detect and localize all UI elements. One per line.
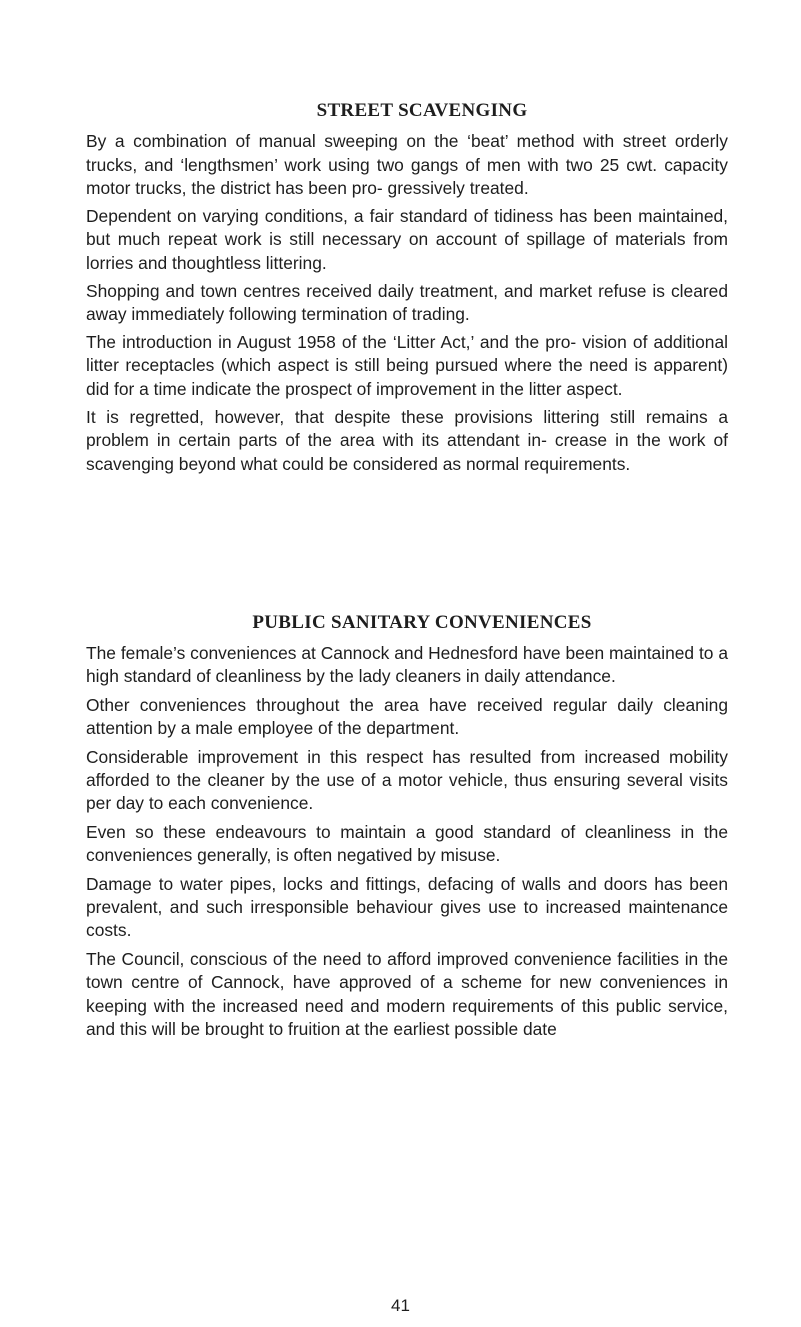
paragraph: Damage to water pipes, locks and fittings, defacing of walls and doors has been prevalent, and such irresponsible behaviour gives use to increased maintenance costs. xyxy=(86,873,728,941)
paragraph: The Council, conscious of the need to afford improved convenience facilities in the town centre of Cannock, have approved of a scheme for new conveniences in keeping with the increased need and modern requirements of this public service, and this will be brought to fruition at the earliest possible date xyxy=(86,948,728,1040)
document-page xyxy=(86,100,728,1040)
section-heading: PUBLIC SANITARY CONVENIENCES xyxy=(252,612,592,633)
paragraph: The introduction in August 1958 of the ‘Litter Act,’ and the pro- vision of additional litter receptacles (which aspect is still being pursued where the need is apparent) did for a time indicate the prospect of improvement in the litter aspect. xyxy=(86,331,728,399)
page-number: 41 xyxy=(391,1296,410,1315)
public-sanitary-conveniences-section xyxy=(86,612,728,1047)
paragraph: Other conveniences throughout the area have received regular daily cleaning attention by a male employee of the department. xyxy=(86,694,728,739)
paragraph: Even so these endeavours to maintain a good standard of cleanliness in the conveniences generally, is often negatived by misuse. xyxy=(86,821,728,866)
section-heading: STREET SCAVENGING xyxy=(316,100,528,121)
street-scavenging-section xyxy=(86,100,728,476)
paragraph: Considerable improvement in this respect has resulted from increased mobility afforded to the cleaner by the use of a motor vehicle, thus ensuring several visits per day to each convenience. xyxy=(86,746,728,814)
paragraph: The female’s conveniences at Cannock and Hednesford have been maintained to a high standard of cleanliness by the lady cleaners in daily attendance. xyxy=(86,643,728,687)
paragraph: Dependent on varying conditions, a fair standard of tidiness has been maintained, but much repeat work is still necessary on account of spillage of materials from lorries and thoughtless littering. xyxy=(86,205,728,273)
paragraph: Shopping and town centres received daily treatment, and market refuse is cleared away immediately following termination of trading. xyxy=(86,280,728,325)
paragraph: It is regretted, however, that despite these provisions littering still remains a problem in certain parts of the area with its attendant in- crease in the work of scavenging beyond what could be considered as normal requirements. xyxy=(86,406,728,474)
paragraph: By a combination of manual sweeping on the ‘beat’ method with street orderly trucks, and ‘lengthsmen’ work using two gangs of men with two 25 cwt. capacity motor trucks, the district has been pro- gressively treated. xyxy=(86,131,728,199)
